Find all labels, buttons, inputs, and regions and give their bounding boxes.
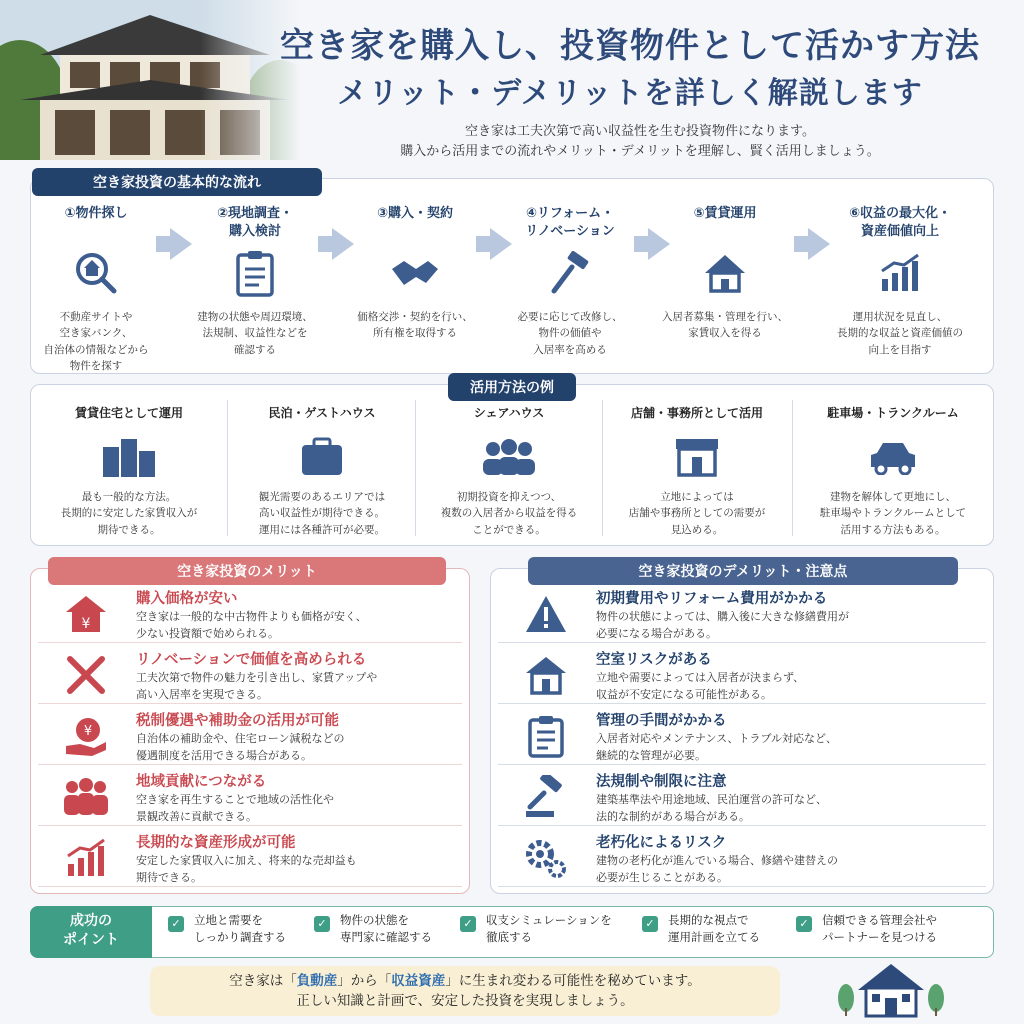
storefront-icon [608, 429, 786, 485]
gears-icon [518, 833, 574, 883]
row-desc: 空き家を再生することで地域の活性化や 景観改善に貢献できる。 [136, 793, 334, 823]
merit-row [38, 768, 462, 826]
step-desc: 必要に応じて改修し、 物件の価値や 入居率を高める [517, 311, 623, 356]
step-title: ④リフォーム・ リノベーション [525, 206, 615, 240]
row-title: 長期的な資産形成が可能 [136, 835, 296, 851]
demerit-row [498, 768, 986, 826]
merit-row [38, 829, 462, 887]
growth-chart-icon [825, 243, 975, 303]
success-text: 立地と需要を しっかり調査する [194, 913, 286, 944]
use-title: 店舗・事務所として活用 [630, 406, 763, 420]
check-icon: ✓ [314, 916, 330, 932]
clipboard-icon [518, 711, 574, 761]
flow-step-4 [500, 205, 640, 358]
house-icon [655, 243, 795, 303]
step-desc: 建物の状態や周辺環境、 法規制、収益性などを 確認する [197, 311, 313, 356]
merit-row [38, 585, 462, 643]
step-desc: 運用状況を見直し、 長期的な収益と資産価値の 向上を目指す [837, 311, 963, 356]
footer-message [150, 966, 780, 1016]
flow-step-6 [825, 205, 975, 358]
flow-step-3 [345, 205, 485, 342]
step-title: ③購入・契約 [376, 206, 453, 221]
page-title: 空き家を購入し、投資物件として活かす方法 [280, 26, 980, 66]
people-icon [420, 429, 598, 485]
use-card-store [608, 398, 786, 538]
warning-icon [518, 589, 574, 639]
tools-icon [58, 650, 114, 700]
success-item [460, 912, 612, 945]
svg-text:¥: ¥ [81, 616, 91, 632]
merit-row [38, 707, 462, 765]
use-card-sharehouse [420, 398, 598, 538]
success-text: 長期的な視点で 運用計画を立てる [668, 913, 760, 944]
use-title: シェアハウス [473, 406, 545, 420]
emphasis-text: 負動産 [296, 973, 338, 989]
yen-house-icon [58, 589, 114, 639]
success-text: 物件の状態を 専門家に確認する [340, 913, 432, 944]
divider [602, 400, 603, 536]
demerits-heading: 空き家投資のデメリット・注意点 [528, 557, 958, 585]
hammer-icon [500, 243, 640, 303]
uses-heading: 活用方法の例 [448, 373, 576, 401]
use-card-minpaku [233, 398, 411, 538]
step-title: ②現地調査・ 購入検討 [216, 206, 293, 240]
handshake-icon [345, 243, 485, 303]
demerit-row [498, 646, 986, 704]
use-title: 駐車場・トランクルーム [827, 406, 959, 420]
demerit-row [498, 707, 986, 765]
check-icon: ✓ [642, 916, 658, 932]
flow-heading: 空き家投資の基本的な流れ [32, 168, 322, 196]
flow-step-1 [26, 205, 166, 374]
community-icon [58, 772, 114, 822]
lead-text-2: 購入から活用までの流れやメリット・デメリットを理解し、賢く活用しましょう。 [400, 144, 880, 159]
success-item [314, 912, 432, 945]
gavel-icon [518, 772, 574, 822]
success-item [642, 912, 760, 945]
divider [227, 400, 228, 536]
row-title: 空室リスクがある [596, 652, 712, 668]
search-house-icon [26, 243, 166, 303]
row-desc: 自治体の補助金や、住宅ローン減税などの 優遇制度を活用できる場合がある。 [136, 732, 345, 762]
emphasis-text: 収益資産 [391, 973, 446, 989]
success-item [168, 912, 286, 945]
row-desc: 建物の老朽化が進んでいる場合、修繕や建替えの 必要が生じることがある。 [596, 854, 838, 884]
car-icon [798, 429, 988, 485]
use-desc: 初期投資を抑えつつ、 複数の入居者から収益を得る ことができる。 [440, 491, 578, 536]
row-desc: 建築基準法や用途地域、民泊運営の許可など、 法的な制約がある場合がある。 [596, 793, 827, 823]
step-desc: 価格交渉・契約を行い、 所有権を取得する [357, 311, 473, 340]
row-desc: 工夫次第で物件の魅力を引き出し、家賃アップや 高い入居率を実現できる。 [136, 671, 378, 701]
step-title: ⑥収益の最大化・ 資産価値向上 [848, 206, 951, 240]
footer-line-2: 正しい知識と計画で、安定した投資を実現しましょう。 [296, 993, 634, 1010]
step-title: ①物件探し [64, 206, 128, 221]
divider [415, 400, 416, 536]
row-title: 税制優遇や補助金の活用が可能 [136, 713, 339, 729]
row-desc: 安定した家賃収入に加え、将来的な売却益も 期待できる。 [136, 854, 357, 884]
house-illustration-icon [836, 960, 946, 1018]
row-title: 地域貢献につながる [136, 774, 267, 790]
step-desc: 不動産サイトや 空き家バンク、 自治体の情報などから 物件を探す [43, 311, 149, 372]
subsidy-icon [58, 711, 114, 761]
check-icon: ✓ [460, 916, 476, 932]
page-subtitle: メリット・デメリットを詳しく解説します [337, 76, 923, 111]
row-title: 管理の手間がかかる [596, 713, 727, 729]
row-title: 老朽化によるリスク [596, 835, 727, 851]
vacant-house-icon [518, 650, 574, 700]
use-desc: 立地によっては 店舗や事務所としての需要が 見込める。 [628, 491, 766, 536]
lead-text-1: 空き家は工夫次第で高い収益性を生む投資物件になります。 [465, 124, 815, 139]
flow-step-2 [185, 205, 325, 358]
merit-row [38, 646, 462, 704]
demerit-row [498, 829, 986, 887]
row-desc: 入居者対応やメンテナンス、トラブル対応など、 継続的な管理が必要。 [596, 732, 838, 762]
use-desc: 最も一般的な方法。 長期的に安定した家賃収入が 期待できる。 [60, 491, 198, 536]
step-title: ⑤賃貸運用 [693, 206, 757, 221]
use-title: 民泊・ゲストハウス [268, 406, 376, 420]
row-desc: 物件の状態によっては、購入後に大きな修繕費用が 必要になる場合がある。 [596, 610, 849, 640]
success-item [796, 912, 937, 945]
success-text: 信頼できる管理会社や パートナーを見つける [822, 913, 937, 944]
success-label: 成功の ポイント [30, 906, 152, 958]
use-desc: 観光需要のあるエリアでは 高い収益性が期待できる。 運用には各種許可が必要。 [258, 491, 386, 536]
suitcase-icon [233, 429, 411, 485]
step-desc: 入居者募集・管理を行い、 家賃収入を得る [662, 311, 788, 340]
check-icon: ✓ [168, 916, 184, 932]
row-desc: 立地や需要によっては入居者が決まらず、 収益が不安定になる可能性がある。 [596, 671, 805, 701]
use-title: 賃貸住宅として運用 [74, 406, 183, 420]
footer-line-1: 空き家は「負動産」から「収益資産」に生まれ変わる可能性を秘めています。 [229, 973, 701, 989]
merits-heading: 空き家投資のメリット [48, 557, 446, 585]
use-desc: 建物を解体して更地にし、 駐車場やトランクルームとして 活用する方法もある。 [819, 491, 967, 536]
row-title: リノベーションで価値を高められる [136, 652, 367, 668]
use-card-rental [40, 398, 218, 538]
row-desc: 空き家は一般的な中古物件よりも価格が安く、 少ない投資額で始められる。 [136, 610, 367, 640]
checklist-icon [185, 243, 325, 303]
row-title: 法規制や制限に注意 [596, 774, 727, 790]
row-title: 初期費用やリフォーム費用がかかる [596, 591, 828, 607]
use-card-parking [798, 398, 988, 538]
asset-growth-icon [58, 833, 114, 883]
apartment-icon [40, 429, 218, 485]
row-title: 購入価格が安い [136, 591, 238, 607]
flow-step-5 [655, 205, 795, 342]
divider [792, 400, 793, 536]
check-icon: ✓ [796, 916, 812, 932]
success-text: 収支シミュレーションを 徹底する [486, 913, 612, 944]
demerit-row [498, 585, 986, 643]
svg-text:¥: ¥ [83, 724, 93, 739]
